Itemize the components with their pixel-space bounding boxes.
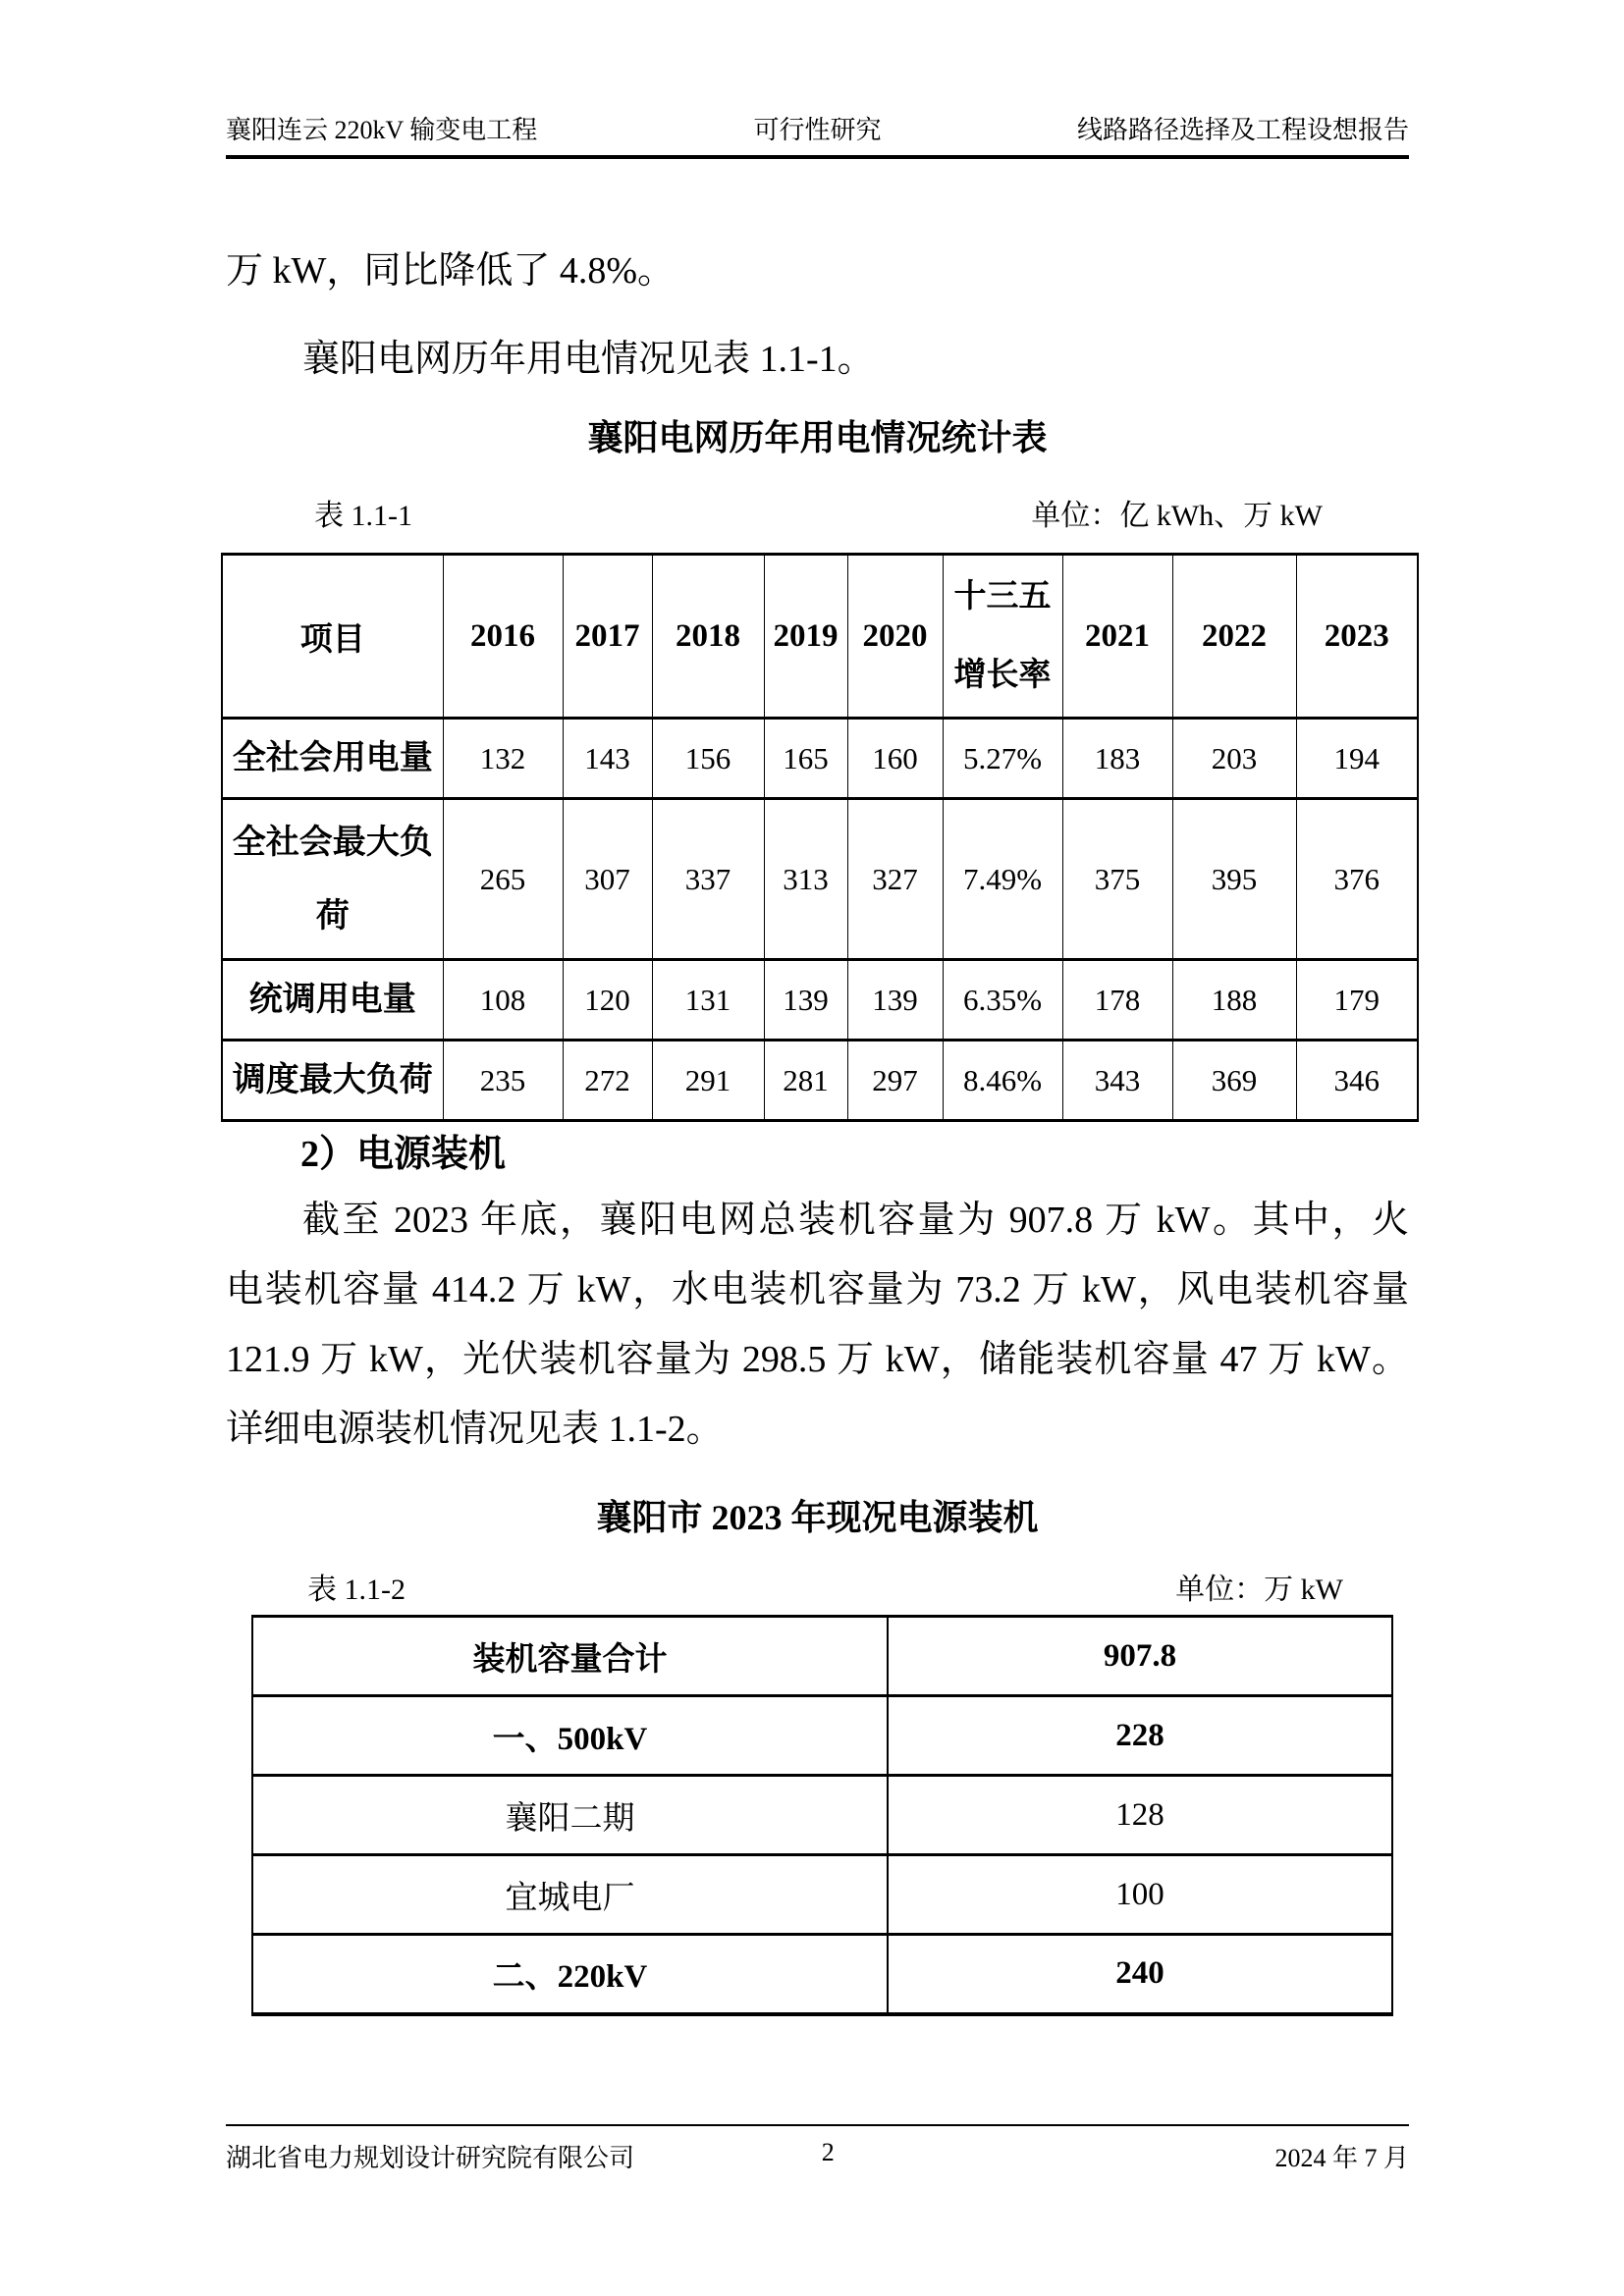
data-cell: 156: [652, 719, 764, 799]
data-cell: 108: [443, 960, 563, 1041]
data-cell: 346: [1296, 1041, 1418, 1121]
table2-number: 表 1.1-2: [307, 1574, 406, 1606]
growth-rate-line1: 十三五: [953, 579, 1052, 614]
table1-header-item: 项目: [222, 555, 443, 719]
table1-header-row: [222, 555, 1418, 719]
data-cell: 265: [443, 799, 563, 960]
data-cell: 178: [1062, 960, 1172, 1041]
data-cell: 281: [764, 1041, 847, 1121]
data-cell: 297: [847, 1041, 943, 1121]
table-row: [252, 1617, 1392, 1696]
table1-header-year: 2017: [563, 555, 652, 719]
installed-capacity-paragraph: [226, 1186, 1409, 1465]
row-label-cell: 一、500kV: [252, 1696, 888, 1776]
table-row: [222, 960, 1418, 1041]
data-cell: 369: [1172, 1041, 1296, 1121]
data-cell: 313: [764, 799, 847, 960]
data-cell: 327: [847, 799, 943, 960]
table1-header-year: 2022: [1172, 555, 1296, 719]
table-row: [252, 1855, 1392, 1935]
table-row: [252, 1696, 1392, 1776]
data-cell: 188: [1172, 960, 1296, 1041]
paragraph-line: 详细电源装机情况见表 1.1-2。: [226, 1409, 724, 1450]
data-cell: 143: [563, 719, 652, 799]
row-label-cell: 统调用电量: [222, 960, 443, 1041]
data-cell: 128: [888, 1776, 1392, 1855]
table1-header-year: 2023: [1296, 555, 1418, 719]
data-cell: 139: [764, 960, 847, 1041]
data-cell: 6.35%: [943, 960, 1062, 1041]
table-row: [252, 1776, 1392, 1855]
data-cell: 120: [563, 960, 652, 1041]
row-label-cell: 全社会最大负荷: [222, 799, 443, 960]
data-cell: 179: [1296, 960, 1418, 1041]
table1-header-year: 2021: [1062, 555, 1172, 719]
footer-date: 2024 年 7 月: [1274, 2144, 1410, 2172]
table2-unit: 单位：万 kW: [1175, 1574, 1343, 1606]
header-doc-type: 可行性研究: [753, 116, 882, 144]
growth-rate-line2: 增长率: [953, 658, 1052, 693]
data-cell: 291: [652, 1041, 764, 1121]
header-project-title: 襄阳连云 220kV 输变电工程: [226, 116, 538, 144]
paragraph-line: 121.9 万 kW，光伏装机容量为 298.5 万 kW，储能装机容量 47 万 kW。: [226, 1339, 1409, 1380]
data-cell: 131: [652, 960, 764, 1041]
row-label-cell: 调度最大负荷: [222, 1041, 443, 1121]
data-cell: 139: [847, 960, 943, 1041]
section-heading: 2）电源装机: [300, 1134, 507, 1175]
data-cell: 376: [1296, 799, 1418, 960]
header-report-title: 线路路径选择及工程设想报告: [1077, 116, 1410, 144]
electricity-usage-table: [221, 553, 1419, 1122]
data-cell: 337: [652, 799, 764, 960]
data-cell: 132: [443, 719, 563, 799]
data-cell: 5.27%: [943, 719, 1062, 799]
paragraph-line: 截至 2023 年底，襄阳电网总装机容量为 907.8 万 kW。其中，火: [302, 1200, 1409, 1241]
data-cell: 7.49%: [943, 799, 1062, 960]
row-label-cell: 二、220kV: [252, 1935, 888, 2014]
row-label-cell: 宜城电厂: [252, 1855, 888, 1935]
data-cell: 235: [443, 1041, 563, 1121]
table2-title: 襄阳市 2023 年现况电源装机: [596, 1498, 1039, 1537]
data-cell: 907.8: [888, 1617, 1392, 1696]
table1-header-year: 2019: [764, 555, 847, 719]
table1-unit: 单位：亿 kWh、万 kW: [1031, 500, 1323, 532]
data-cell: 203: [1172, 719, 1296, 799]
table1-number: 表 1.1-1: [314, 500, 412, 532]
data-cell: 194: [1296, 719, 1418, 799]
table1-header-year: 2020: [847, 555, 943, 719]
table-row: [222, 719, 1418, 799]
table1-header-growth-rate: [943, 555, 1062, 719]
row-label-cell: 装机容量合计: [252, 1617, 888, 1696]
table-row: [222, 799, 1418, 960]
table-row: [252, 1935, 1392, 2014]
data-cell: 228: [888, 1696, 1392, 1776]
row-label-cell: 全社会用电量: [222, 719, 443, 799]
data-cell: 395: [1172, 799, 1296, 960]
paragraph-table-reference: 襄阳电网历年用电情况见表 1.1-1。: [302, 339, 875, 380]
table2-caption-row: [226, 1565, 1409, 1608]
power-source-capacity-table: [251, 1615, 1393, 2016]
data-cell: 307: [563, 799, 652, 960]
page-header: [226, 110, 1409, 159]
table-row: [222, 1041, 1418, 1121]
data-cell: 375: [1062, 799, 1172, 960]
page-footer: [226, 2124, 1409, 2174]
row-label-cell: 襄阳二期: [252, 1776, 888, 1855]
data-cell: 8.46%: [943, 1041, 1062, 1121]
data-cell: 165: [764, 719, 847, 799]
data-cell: 183: [1062, 719, 1172, 799]
paragraph-line: 电装机容量 414.2 万 kW，水电装机容量为 73.2 万 kW，风电装机容量: [226, 1269, 1409, 1310]
footer-company: 湖北省电力规划设计研究院有限公司: [226, 2144, 635, 2172]
footer-page-number: 2: [821, 2138, 835, 2166]
data-cell: 100: [888, 1855, 1392, 1935]
paragraph-continuation: 万 kW，同比降低了 4.8%。: [226, 250, 676, 292]
data-cell: 343: [1062, 1041, 1172, 1121]
table1-title: 襄阳电网历年用电情况统计表: [587, 418, 1048, 457]
data-cell: 240: [888, 1935, 1392, 2014]
table1-header-year: 2018: [652, 555, 764, 719]
data-cell: 272: [563, 1041, 652, 1121]
data-cell: 160: [847, 719, 943, 799]
table1-caption-row: [226, 491, 1409, 534]
table1-header-year: 2016: [443, 555, 563, 719]
